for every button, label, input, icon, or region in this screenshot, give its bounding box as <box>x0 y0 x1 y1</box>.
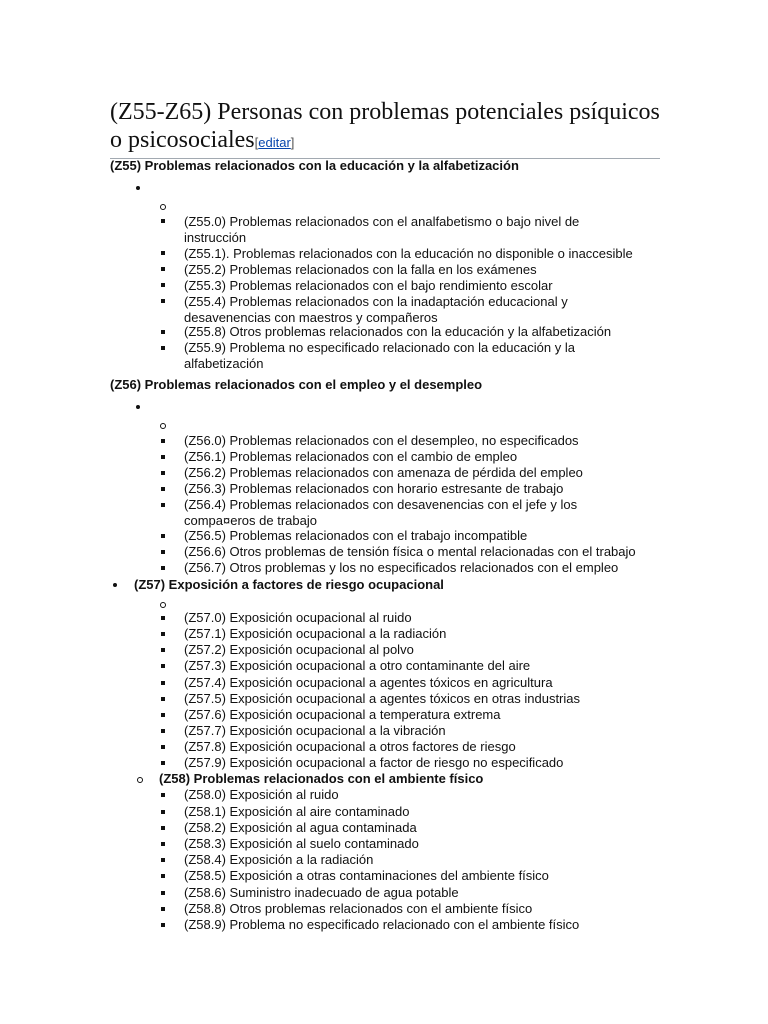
bullet-square <box>161 842 165 846</box>
bullet-circle <box>137 777 143 783</box>
list-item: (Z55.2) Problemas relacionados con la falla en los exámenes <box>184 262 537 277</box>
z57-heading: (Z57) Exposición a factores de riesgo ocupacional <box>134 577 444 592</box>
bullet-square <box>161 810 165 814</box>
bullet-square <box>161 471 165 475</box>
list-item: (Z58.1) Exposición al aire contaminado <box>184 804 410 819</box>
bullet-square <box>161 826 165 830</box>
bullet-square <box>161 283 165 287</box>
list-item: (Z55.3) Problemas relacionados con el bajo rendimiento escolar <box>184 278 553 293</box>
bullet-square <box>161 858 165 862</box>
bullet-square <box>161 648 165 652</box>
list-item: (Z55.9) Problema no especificado relacionado con la educación y la alfabetización <box>184 340 575 371</box>
bullet-square <box>161 299 165 303</box>
list-item: (Z56.3) Problemas relacionados con horario estresante de trabajo <box>184 481 564 496</box>
section-heading <box>110 98 660 159</box>
bullet-square <box>161 566 165 570</box>
bullet-square <box>161 891 165 895</box>
bullet-square <box>161 616 165 620</box>
list-item: (Z57.7) Exposición ocupacional a la vibración <box>184 723 446 738</box>
edit-close-bracket: ] <box>290 135 295 150</box>
list-item: (Z56.1) Problemas relacionados con el cambio de empleo <box>184 449 518 464</box>
list-item: (Z58.4) Exposición a la radiación <box>184 852 374 867</box>
bullet-square <box>161 664 165 668</box>
bullet-square <box>161 923 165 927</box>
bullet-square <box>161 713 165 717</box>
list-item: (Z57.1) Exposición ocupacional a la radiación <box>184 626 447 641</box>
list-item: (Z57.4) Exposición ocupacional a agentes tóxicos en agricultura <box>184 675 553 690</box>
bullet-square <box>161 534 165 538</box>
list-item: (Z56.7) Otros problemas y los no especificados relacionados con el empleo <box>184 560 619 575</box>
bullet-square <box>161 267 165 271</box>
list-item: (Z58.0) Exposición al ruido <box>184 787 339 802</box>
list-item: (Z57.6) Exposición ocupacional a temperatura extrema <box>184 707 501 722</box>
z56-heading: (Z56) Problemas relacionados con el empleo y el desempleo <box>110 377 483 392</box>
bullet-square <box>161 346 165 350</box>
edit-section-link[interactable]: editar <box>258 135 291 150</box>
list-item: (Z58.3) Exposición al suelo contaminado <box>184 836 419 851</box>
edit-section-link-wrapper <box>255 135 295 150</box>
bullet-square <box>161 330 165 334</box>
bullet-square <box>161 455 165 459</box>
bullet-square <box>161 219 165 223</box>
list-item: (Z58.9) Problema no especificado relacionado con el ambiente físico <box>184 917 580 932</box>
list-item: (Z58.8) Otros problemas relacionados con el ambiente físico <box>184 901 533 916</box>
list-item: (Z55.0) Problemas relacionados con el analfabetismo o bajo nivel de instrucción <box>184 214 580 245</box>
list-item: (Z56.4) Problemas relacionados con desavenencias con el jefe y los compa¤eros de trabajo <box>184 497 578 528</box>
list-item: (Z56.0) Problemas relacionados con el desempleo, no especificados <box>184 433 579 448</box>
list-item: (Z56.5) Problemas relacionados con el trabajo incompatible <box>184 528 528 543</box>
list-item: (Z57.0) Exposición ocupacional al ruido <box>184 610 412 625</box>
list-item: (Z56.6) Otros problemas de tensión física o mental relacionadas con el trabajo <box>184 544 636 559</box>
list-item: (Z57.5) Exposición ocupacional a agentes tóxicos en otras industrias <box>184 691 580 706</box>
bullet-square <box>161 793 165 797</box>
list-item: (Z58.6) Suministro inadecuado de agua potable <box>184 885 459 900</box>
list-item: (Z57.9) Exposición ocupacional a factor de riesgo no especificado <box>184 755 564 770</box>
section-title: (Z55-Z65) Personas con problemas potenciales psíquicos o psicosociales <box>110 99 660 153</box>
bullet-disc <box>113 583 117 587</box>
bullet-square <box>161 874 165 878</box>
bullet-square <box>161 550 165 554</box>
bullet-square <box>161 503 165 507</box>
list-item: (Z55.1). Problemas relacionados con la educación no disponible o inaccesible <box>184 246 633 261</box>
list-item: (Z58.5) Exposición a otras contaminaciones del ambiente físico <box>184 868 549 883</box>
bullet-square <box>161 697 165 701</box>
list-item: (Z56.2) Problemas relacionados con amenaza de pérdida del empleo <box>184 465 583 480</box>
list-item: (Z57.3) Exposición ocupacional a otro contaminante del aire <box>184 658 531 673</box>
bullet-disc <box>136 186 140 190</box>
edit-open-bracket: [ <box>254 135 259 150</box>
list-item: (Z57.2) Exposición ocupacional al polvo <box>184 642 414 657</box>
list-item: (Z57.8) Exposición ocupacional a otros factores de riesgo <box>184 739 516 754</box>
z55-heading: (Z55) Problemas relacionados con la educación y la alfabetización <box>110 158 519 173</box>
bullet-square <box>161 251 165 255</box>
bullet-square <box>161 681 165 685</box>
bullet-circle <box>160 602 166 608</box>
bullet-square <box>161 729 165 733</box>
bullet-disc <box>136 405 140 409</box>
bullet-square <box>161 907 165 911</box>
bullet-square <box>161 761 165 765</box>
bullet-square <box>161 745 165 749</box>
z58-heading: (Z58) Problemas relacionados con el ambiente físico <box>159 771 484 786</box>
bullet-circle <box>160 204 166 210</box>
bullet-square <box>161 632 165 636</box>
list-item: (Z55.8) Otros problemas relacionados con la educación y la alfabetización <box>184 324 612 339</box>
bullet-square <box>161 439 165 443</box>
bullet-square <box>161 487 165 491</box>
list-item: (Z55.4) Problemas relacionados con la inadaptación educacional y desavenencias con maestros y compañeros <box>184 294 568 325</box>
bullet-circle <box>160 423 166 429</box>
list-item: (Z58.2) Exposición al agua contaminada <box>184 820 417 835</box>
